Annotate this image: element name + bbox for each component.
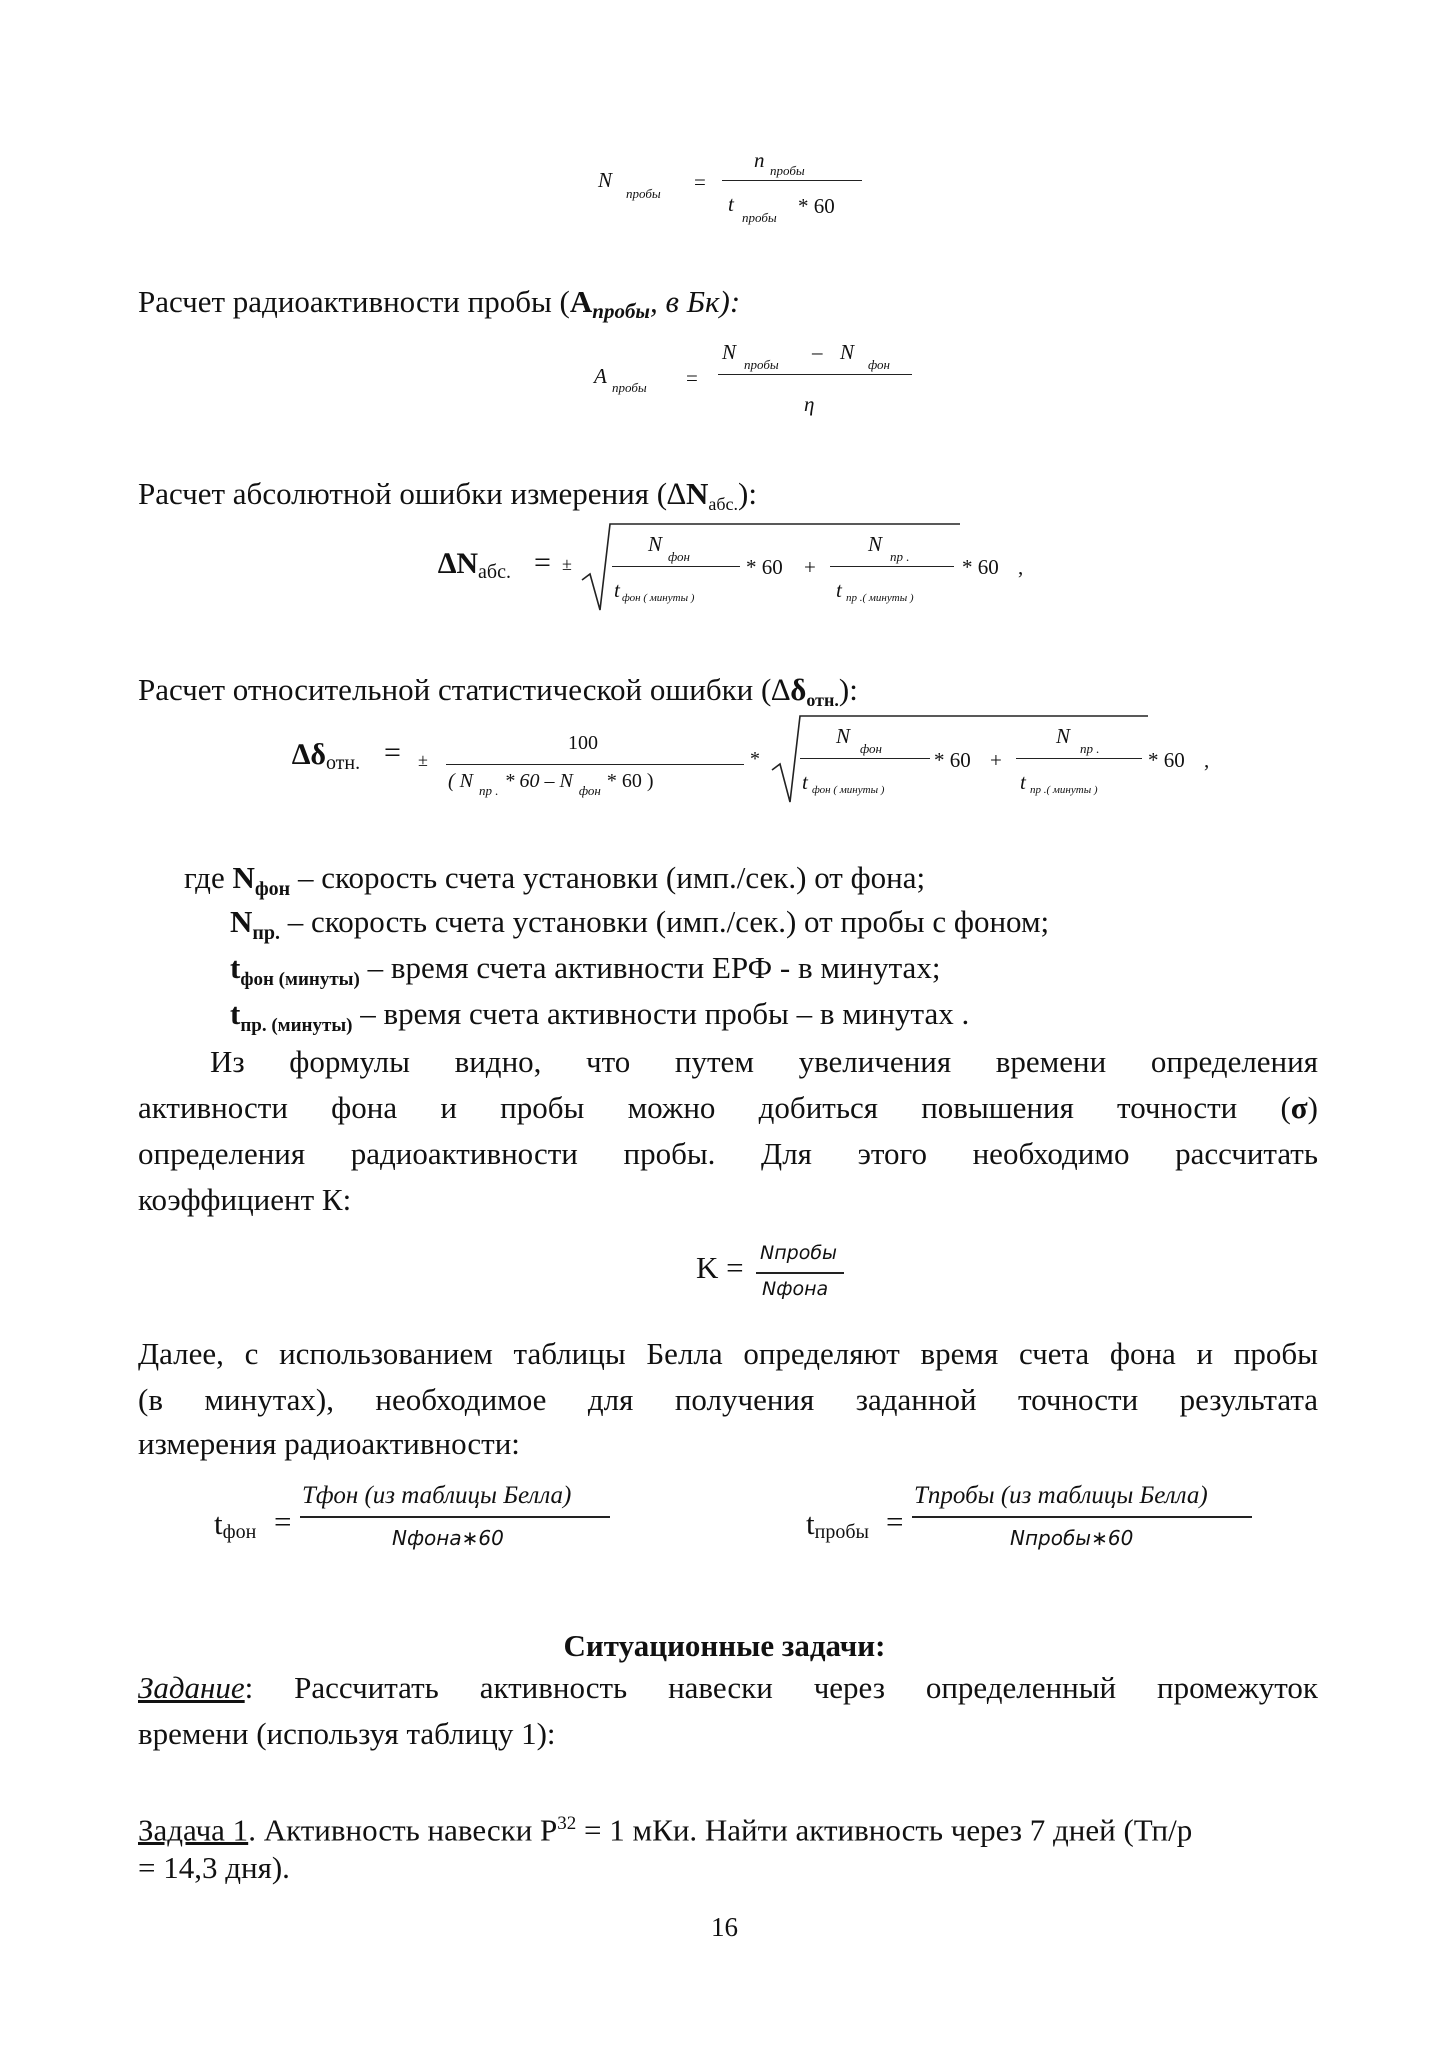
n1-sub: фон [668,549,691,564]
fraction-bar [446,764,744,765]
definition-t-pr [230,994,969,1039]
definition-sub: фон (минуты) [240,969,360,990]
fraction-bar-1 [800,758,930,759]
definition-n-pr [230,902,1049,946]
d2: t [1020,770,1026,794]
formula-lhs: tфон [214,1506,257,1543]
mul-2: * 60 [1148,748,1185,772]
heading-text: Расчет радиоактивности пробы ( [138,284,570,319]
heading-bold: N [686,476,709,511]
d2: t [836,578,842,602]
fraction-bar-2 [830,566,954,567]
numerator: Tфон (из таблицы Белла) [302,1482,572,1509]
n1-sub: фон [860,741,883,756]
problem-label: Задача 1 [138,1812,249,1848]
mul-2: * 60 [962,555,999,579]
numerator: Nпробы [760,1242,838,1264]
n2-sub: пр . [1080,741,1100,756]
formula-lhs: ∆δотн. [292,738,361,774]
task-label: Задание [138,1670,245,1705]
definition-sub: пр. (минуты) [240,1015,353,1036]
definition-t-fon [230,948,940,993]
formula-lhs: N [598,168,613,192]
comma: , [1018,555,1024,579]
n1: N [648,532,663,556]
paragraph-line: коэффициент К: [138,1182,352,1217]
denominator: Nфона∗60 [392,1526,504,1550]
n2-sub: пр . [890,549,910,564]
d1-sub: фон ( минуты ) [622,592,695,604]
heading-abs-error [138,474,757,518]
denominator-sub: пробы [742,210,777,225]
page-number: 16 [711,1912,738,1942]
equals-sign: = [274,1504,292,1539]
denominator-tail: * 60 [798,194,835,218]
task-text: : Рассчитать активность навески через определенный промежуток [244,1670,1318,1705]
denominator: ( N $_{пр .}$ * 60 – N $_{фон}$ * 60 ) [448,770,654,798]
plus-sign: + [804,555,816,579]
n2: N [1056,724,1071,748]
heading-bold: δ [790,672,807,707]
definition-text: – время счета активности ЕРФ - в минутах; [359,950,941,985]
paragraph-text-post: ) [1307,1090,1318,1125]
definition-symbol: N [232,860,255,895]
n2: N [868,532,883,556]
paragraph-line: Далее, с использованием таблицы Белла определяют время счета фона и пробы [138,1336,1318,1371]
problem-line [138,1804,1192,1850]
definition-prefix: где [184,860,233,895]
d1: t [802,770,808,794]
equals-sign: = [534,546,551,579]
numerator-sub: пробы [770,163,805,178]
heading-text-post: ): [838,672,858,707]
numerator-a: N [722,340,737,364]
definition-symbol: t [230,996,241,1031]
minus-sign: – [812,340,823,364]
fraction-bar [300,1516,610,1518]
isotope-superscript: 32 [557,1813,577,1834]
definition-sub: пр. [252,922,281,944]
n1: N [836,724,851,748]
d1: t [614,578,620,602]
problem-text-post: = 1 мКи. Найти активность через 7 дней (Тп/р [576,1812,1193,1848]
comma: , [1204,748,1210,772]
problem-line: = 14,3 дня). [138,1850,290,1885]
heading-sub: абс. [708,494,739,514]
formula-lhs-sub: пробы [626,186,661,201]
numerator: n [754,148,765,172]
problem-text: . Активность навески Р [248,1812,558,1848]
formula-lhs-sub: пробы [612,380,647,395]
denominator: t [728,192,734,216]
fraction-bar [718,374,912,375]
section-title: Ситуационные задачи: [563,1628,886,1663]
equals-sign: = [686,366,698,390]
paragraph-line [138,1088,1318,1128]
definition-sub: фон [254,878,291,900]
heading-activity [138,282,740,325]
definition-text: – скорость счета установки (имп./сек.) от пробы с фоном; [280,904,1050,939]
plus-minus: ± [418,750,428,770]
numerator-b: N [840,340,855,364]
denominator: η [804,392,815,416]
denominator: Nпробы∗60 [1010,1526,1134,1550]
formula-lhs: tпробы [806,1506,869,1543]
definition-symbol: N [230,904,253,939]
paragraph-text: активности фона и пробы можно добиться повышения точности ( [138,1090,1291,1125]
definition-text: – время счета активности пробы – в минутах . [352,996,970,1031]
d2-sub: пр .( минуты ) [846,592,914,604]
numerator: 100 [568,732,598,754]
paragraph-line: измерения радиоактивности: [138,1426,520,1461]
heading-bold: А [569,284,593,319]
paragraph-line: определения радиоактивности пробы. Для этого необходимо рассчитать [138,1136,1318,1171]
heading-text-post: ): [738,476,757,511]
multiply-star: * [750,748,760,770]
definition-n-fon [184,858,925,902]
numerator-a-sub: пробы [744,357,779,372]
mul-1: * 60 [746,555,783,579]
formula-lhs: K = [696,1250,744,1285]
d1-sub: фон ( минуты ) [812,784,885,796]
task-line: времени (используя таблицу 1): [138,1716,556,1751]
formula-lhs: A [594,364,607,388]
mul-1: * 60 [934,748,971,772]
fraction-bar [722,180,862,181]
heading-text: Расчет относительной статистической ошибки (∆ [138,672,791,707]
numerator: Tпробы (из таблицы Белла) [914,1482,1208,1509]
task-line [138,1668,1318,1708]
fraction-bar [912,1516,1252,1518]
plus-minus: ± [562,554,572,574]
formula-lhs: ∆Nабс. [438,547,511,583]
heading-text: Расчет абсолютной ошибки измерения (∆ [138,476,687,511]
equals-sign: = [886,1504,904,1539]
fraction-bar-2 [1016,758,1142,759]
denominator: Nфона [762,1278,829,1300]
definition-text: – скорость счета установки (имп./сек.) от фона; [290,860,926,895]
plus-sign: + [990,748,1002,772]
heading-bold-sub: пробы [592,299,650,323]
sigma-symbol: σ [1290,1090,1308,1125]
numerator-b-sub: фон [868,357,891,372]
definition-symbol: t [230,950,241,985]
heading-text-post: , в Бк): [650,284,741,319]
equals-sign: = [694,170,706,194]
fraction-bar [756,1272,844,1274]
d2-sub: пр .( минуты ) [1030,784,1098,796]
heading-sub: отн. [806,690,839,710]
fraction-bar-1 [612,566,740,567]
paragraph-line: (в минутах), необходимое для получения заданной точности результата [138,1382,1318,1417]
paragraph-line: Из формулы видно, что путем увеличения времени определения [210,1044,1318,1079]
equals-sign: = [384,736,401,769]
heading-rel-error [138,670,858,714]
